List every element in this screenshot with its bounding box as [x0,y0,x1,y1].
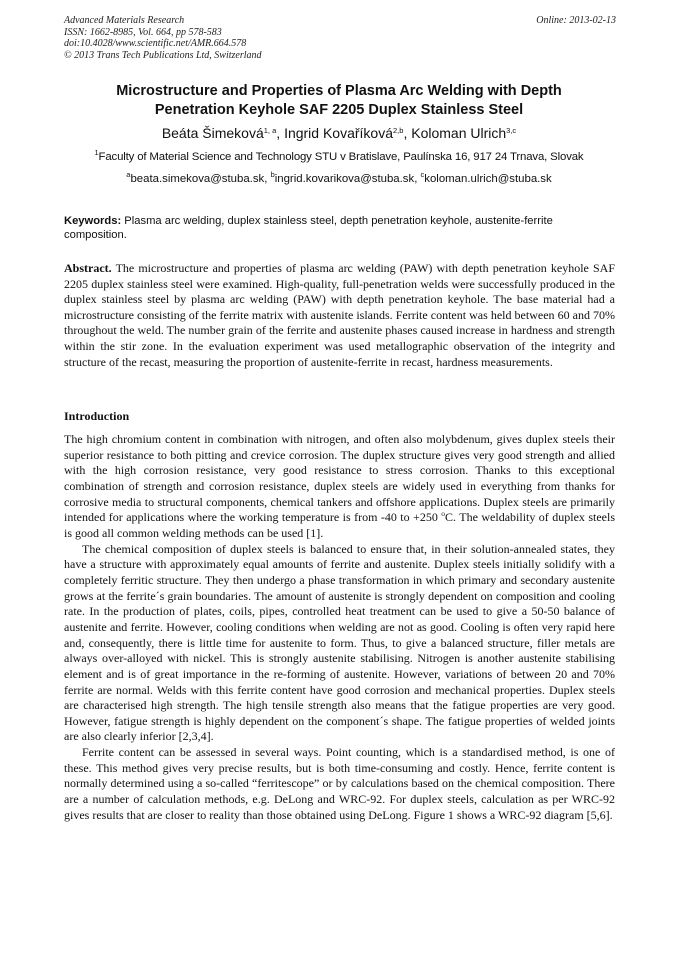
journal-name: Advanced Materials Research [64,15,185,26]
email-b[interactable]: ingrid.kovarikova@stuba.sk [274,173,415,185]
affiliation-sup: 1 [94,148,99,157]
title-line-1: Microstructure and Properties of Plasma Arc Welding with Depth [116,83,562,99]
affiliation-text: Faculty of Material Science and Technology STU v Bratislave, Paulínska 16, 917 24 Trnava, Slovak [98,151,584,163]
online-date: Online: 2013-02-13 [536,15,616,26]
keywords-text: Plasma arc welding, duplex stainless steel, depth penetration keyhole, austenite-ferrite composition. [64,215,553,241]
email-a[interactable]: beata.simekova@stuba.sk [130,173,265,185]
abstract-label: Abstract. [64,261,112,275]
keywords-label: Keywords: [64,215,122,227]
introduction-body [64,432,615,823]
author-3: Koloman Ulrich [411,125,507,141]
author-separator: , [276,125,285,141]
author-3-sup: 3,c [506,126,517,135]
email-b-sup: b [270,170,275,179]
author-1-sup: 1, a [263,126,277,135]
paragraph-text: C. The weldability of duplex steels is good all common welding methods can be used [1]. [64,510,616,540]
email-c[interactable]: koloman.ulrich@stuba.sk [424,173,552,185]
copyright-line: © 2013 Trans Tech Publications Ltd, Switzerland [64,49,262,61]
keywords [64,214,615,242]
abstract [64,261,615,370]
paragraph-text: The high chromium content in combination with nitrogen, and often also molybdenum, gives duplex steels their superior resistance to both pitting and crevice corrosion. The duplex structure gives very good strength and allied with the high corrosion resistance, very good resistance to stress corrosion. Thanks to this exceptional combination of strength and corrosion resistance, duplex steels are widely used in everything from thanks for corrosive media to structural components, chemical tankers and offshore applications. Duplex steels are primarily intended for applications where the working temperature is from -40 to +250 [64,432,615,525]
author-2: Ingrid Kovaříková [284,125,394,141]
paper-title [64,82,614,120]
doi-line: doi:10.4028/www.scientific.net/AMR.664.578 [64,38,247,49]
paragraph: Ferrite content can be assessed in several ways. Point counting, which is a standardised method, is one of these. This method gives very precise results, but is both time-consuming and costly. Hence, ferrite content is normally determined using a so-called “ferritescope” or by calculations based on the chemical composition. There are a number of calculation methods, e.g. DeLong and WRC-92. For duplex steels, calculation as per WRC-92 gives results that are closer to reality than those obtained using DeLong. Figure 1 shows a WRC-92 diagram [5,6]. [64,745,615,822]
email-c-sup: c [420,170,425,179]
email-a-sup: a [126,170,131,179]
author-list [64,124,614,142]
affiliation [64,150,614,165]
issn-line: ISSN: 1662-8985, Vol. 664, pp 578-583 [64,26,222,38]
author-separator: , [403,125,412,141]
email-list [64,172,614,187]
journal-header [64,15,616,61]
abstract-text: The microstructure and properties of plasma arc welding (PAW) with depth penetration keyhole SAF 2205 duplex stainless steel were examined. High-quality, full-penetration welds were successfully produced in the duplex stainless steel by plasma arc welding (PAW) with depth penetration keyhole. The base material had a microstructure consisting of the ferrite matrix with austenite islands. Ferrite content was held between 60 and 70% throughout the weld. The number grain of the ferrite and austenite phases caused increase in hardness and strength within the stir zone. In the evaluation experiment was used metallographic observation of the integrity and structure of the recast, measuring the proportion of austenite-ferrite in recast, hardness measurements. [64,261,615,369]
title-line-2: Penetration Keyhole SAF 2205 Duplex Stainless Steel [154,102,524,118]
email-separator: , [264,173,271,185]
author-1: Beáta Šimeková [161,125,264,141]
author-2-sup: 2,b [393,126,404,135]
degree-sup: o [441,509,446,519]
email-separator: , [414,173,421,185]
paragraph: The chemical composition of duplex steels is balanced to ensure that, in their solution-annealed states, they have a structure with approximately equal amounts of ferrite and austenite. Duplex steels initially solidify with a completely ferritic structure. They then undergo a phase transformation in which primary and secondary austenite grows at the ferrite´s grain boundaries. The amount of austenite is strongly dependent on composition and cooling rate. In the production of plates, coils, pipes, controlled heat treatment can be used to give a 50-50 balance of austenite and ferrite. However, cooling conditions when welding are not as good. Cooling is often very rapid here and, consequently, there is little time for austenite to form. Thus, to give a balanced structure, filler metals are always over-alloyed with nickel. This is strongly austenite stabilising. Nitrogen is another austenite stabilising element and is of great importance in the re-forming of austenite. However, variations of between 20 and 70% ferrite are normal. Welds with this ferrite content have good corrosion and mechanical properties. Duplex steels are characterised high strength. The high tensile strength also means that the fatigue properties are very good. However, fatigue strength is highly dependent on the component´s shape. The fatigue properties of welded joints are also clearly inferior [2,3,4]. [64,541,615,744]
section-heading-introduction: Introduction [64,409,130,423]
paragraph [64,432,615,542]
